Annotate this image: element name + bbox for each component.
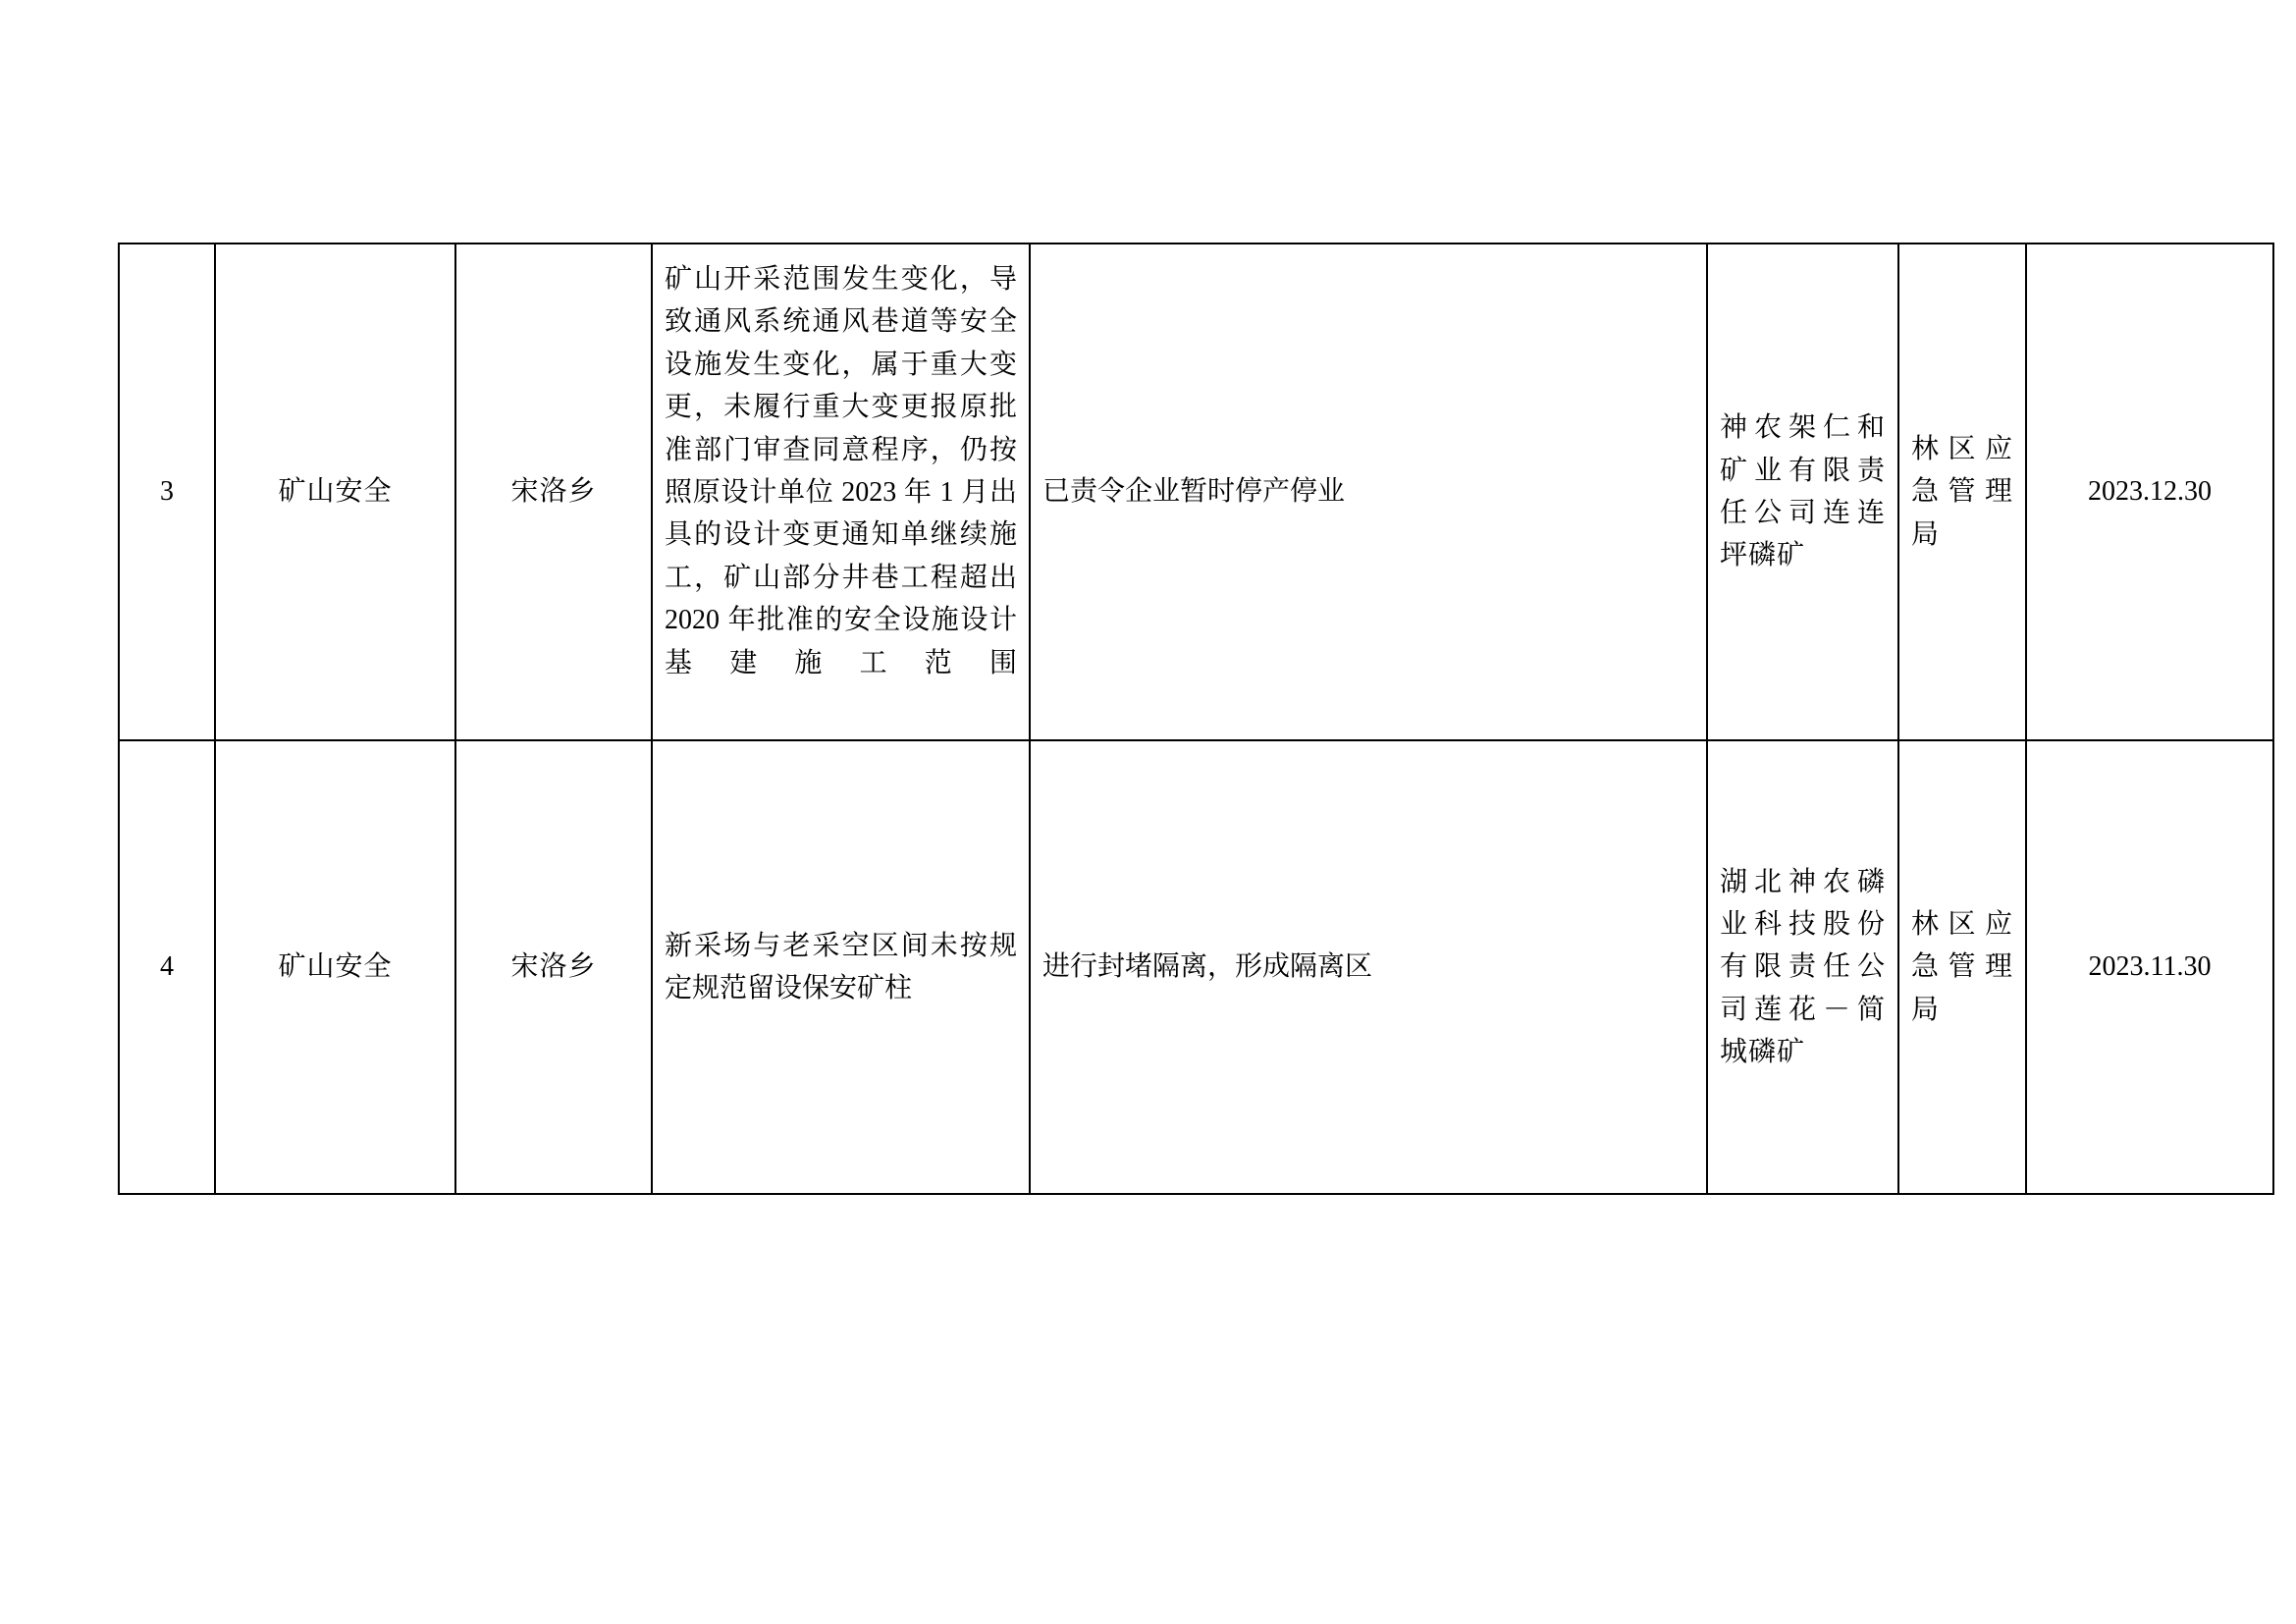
cell-sequence-number: 3 <box>119 244 215 740</box>
cell-category: 矿山安全 <box>215 244 455 740</box>
cell-responsible-department: 林区应急管理局 <box>1898 244 2026 740</box>
table-row <box>119 244 2273 740</box>
cell-enterprise: 神农架仁和矿业有限责任公司连连坪磷矿 <box>1707 244 1898 740</box>
cell-deadline: 2023.12.30 <box>2026 244 2273 740</box>
cell-responsible-department: 林区应急管理局 <box>1898 740 2026 1194</box>
issue-rectification-table <box>118 243 2274 1195</box>
cell-issue: 矿山开采范围发生变化，导致通风系统通风巷道等安全设施发生变化，属于重大变更，未履行重大变更报原批准部门审查同意程序，仍按照原设计单位 2023 年 1 月出具的设计变更通知单继续施工，矿山部分井巷工程超出 2020 年批准的安全设施设计基建施工范围 <box>652 244 1030 740</box>
cell-category: 矿山安全 <box>215 740 455 1194</box>
table-row <box>119 740 2273 1194</box>
cell-deadline: 2023.11.30 <box>2026 740 2273 1194</box>
cell-township: 宋洛乡 <box>455 244 652 740</box>
cell-measure: 进行封堵隔离，形成隔离区 <box>1030 740 1707 1194</box>
cell-sequence-number: 4 <box>119 740 215 1194</box>
cell-issue: 新采场与老采空区间未按规定规范留设保安矿柱 <box>652 740 1030 1194</box>
cell-township: 宋洛乡 <box>455 740 652 1194</box>
cell-enterprise: 湖北神农磷业科技股份有限责任公司莲花－简城磷矿 <box>1707 740 1898 1194</box>
cell-measure: 已责令企业暂时停产停业 <box>1030 244 1707 740</box>
